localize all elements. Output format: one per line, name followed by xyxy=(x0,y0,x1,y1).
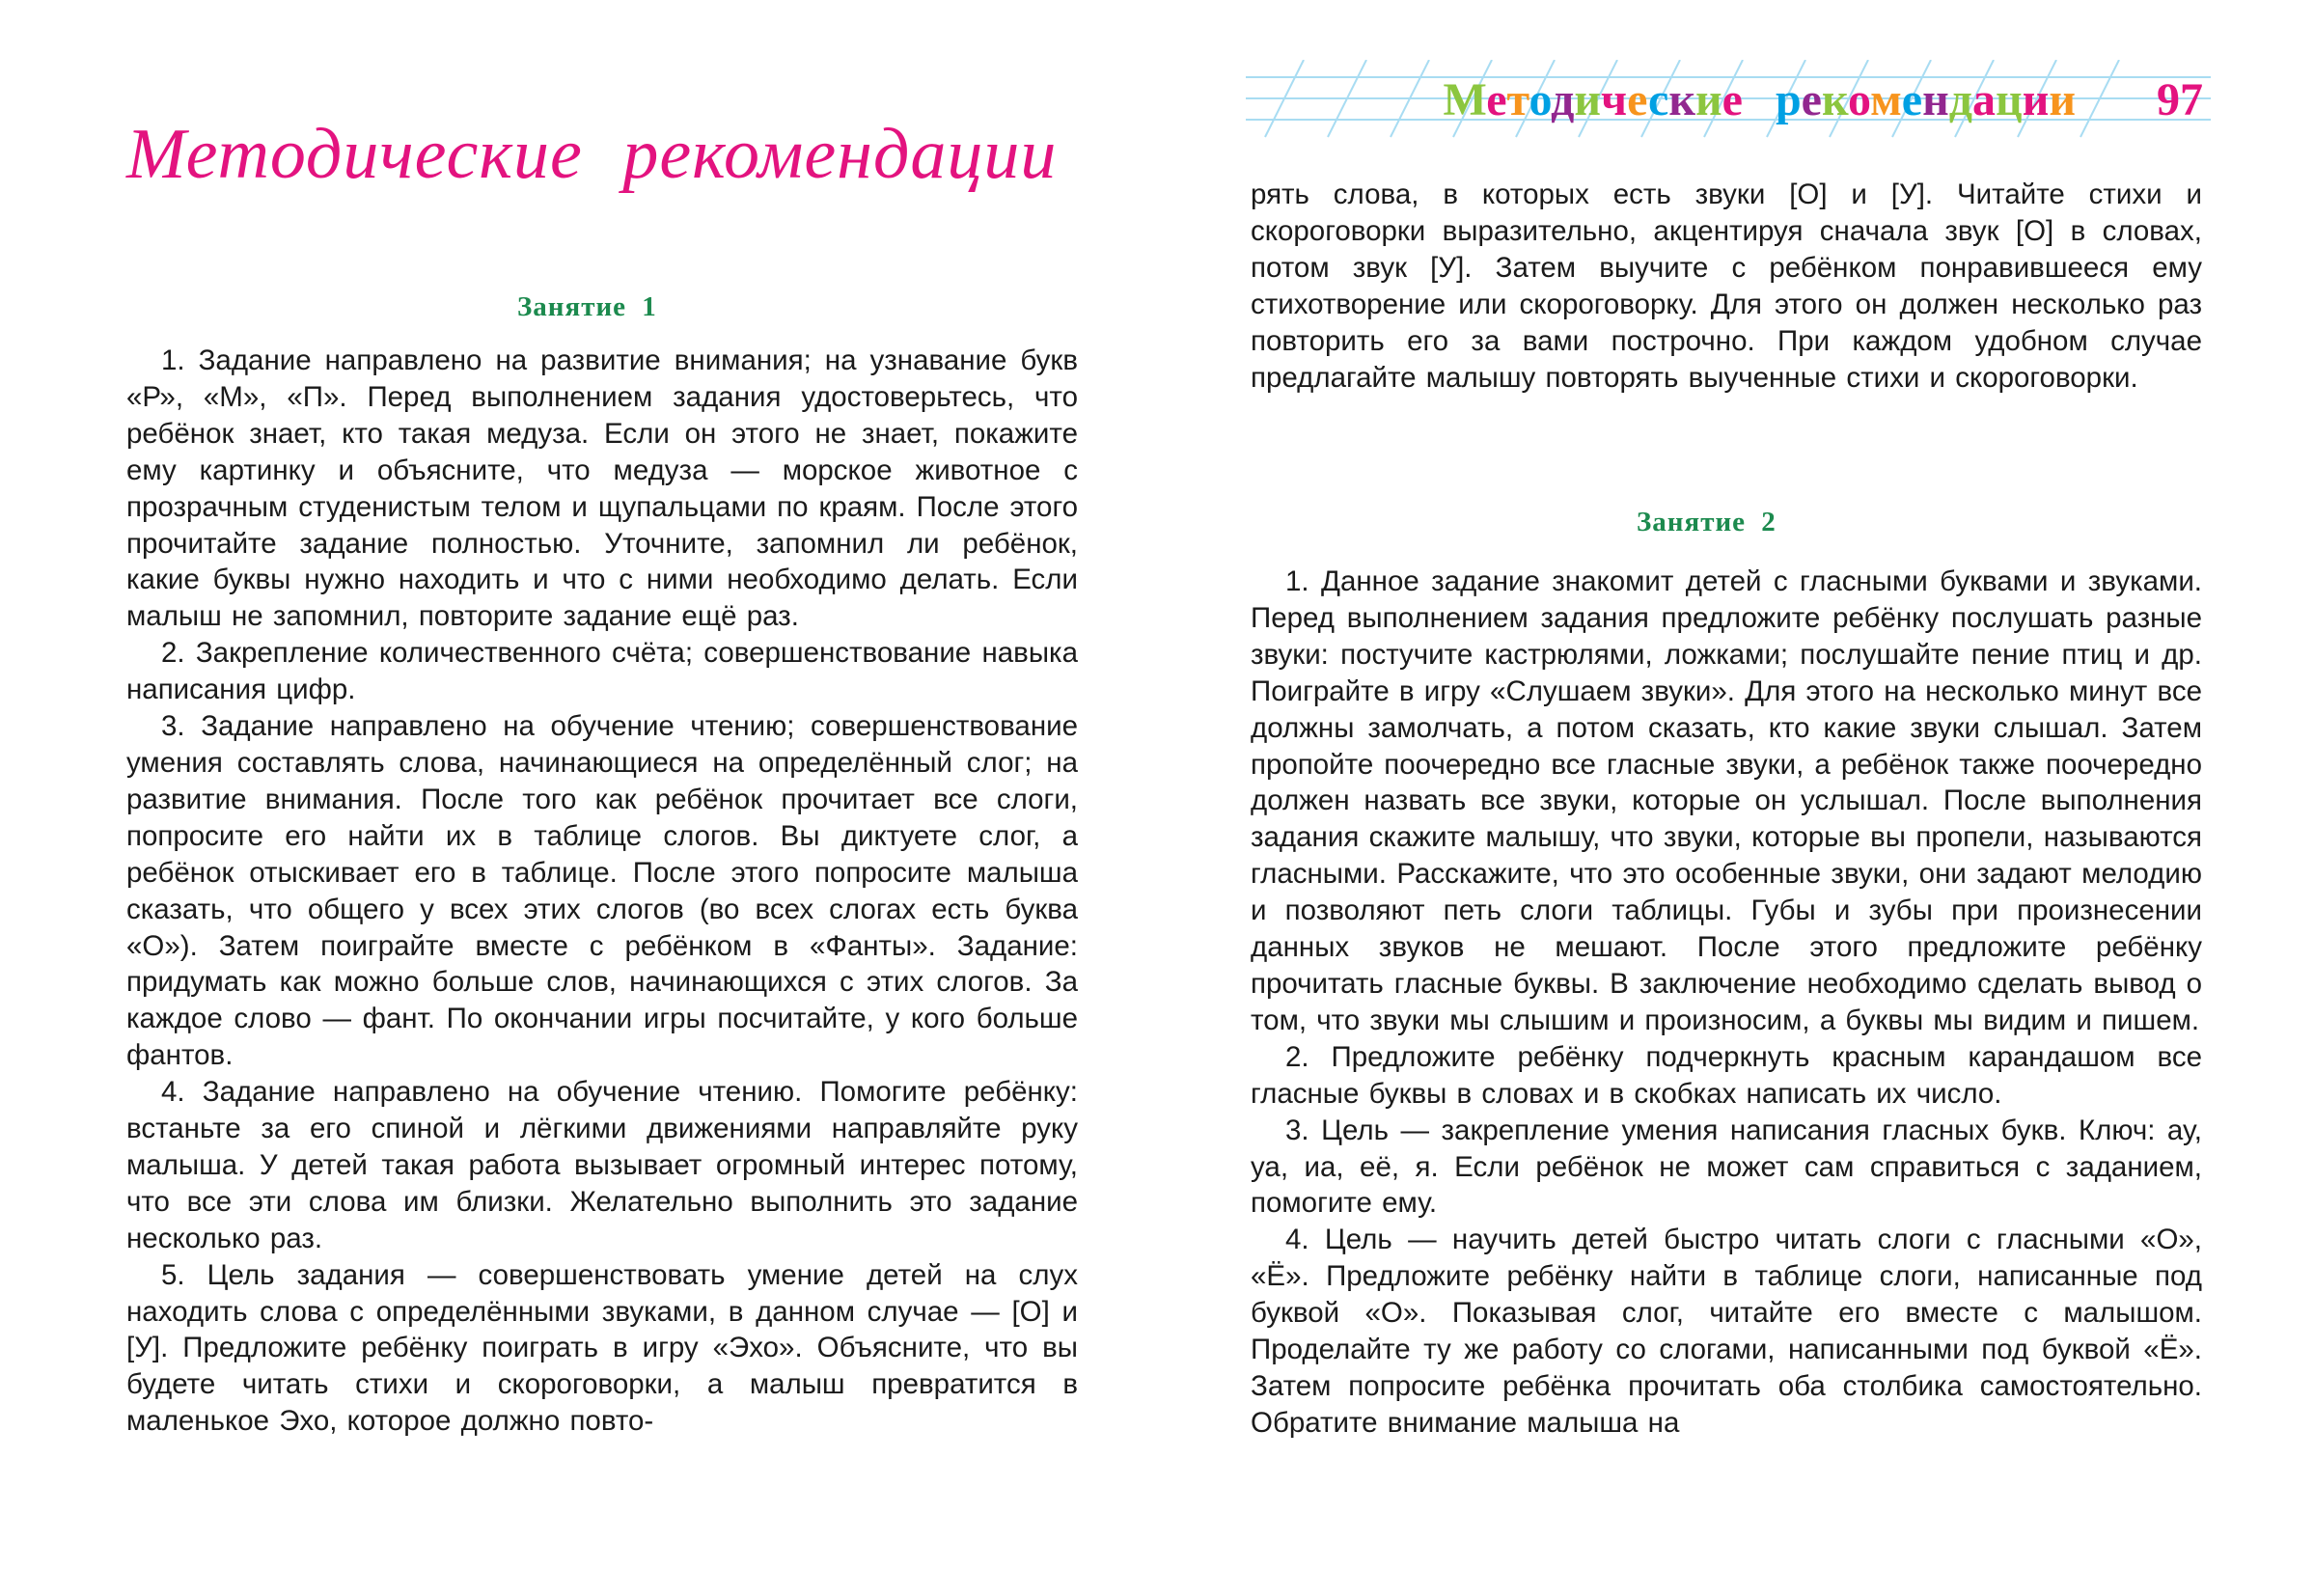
paragraph: 5. Цель задания — совершенствовать умение детей на слух находить слова с определёнными звуками, в данном случае — [О] и [У]. Предложите ребёнку поиграть в игру «Эхо». Объясните, что вы будете читать стихи и скороговорки, а малыш превратится в маленькое Эхо, которое должно повто- xyxy=(126,1258,1078,1438)
running-header-letter: М xyxy=(1443,74,1487,125)
paragraph: 3. Цель — закрепление умения написания гласных букв. Ключ: ау, уа, иа, её, я. Если ребёнок не может сам справиться с заданием, помогите ему. xyxy=(1251,1114,2202,1220)
paragraph: 4. Цель — научить детей быстро читать слоги с гласными «О», «Ё». Предложите ребёнку найти в таблице слоги, написанные под буквой «О». Показывая слог, читайте его вместе с малышом. Проделайте ту же работу со слогами, написанными под буквой «Ё». Затем попросите ребёнка прочитать оба столбика самостоятельно. Обратите внимание малыша на xyxy=(1251,1224,2202,1439)
lesson-2-heading: Занятие 2 xyxy=(1637,507,1777,537)
running-header-letter: и xyxy=(1574,74,1602,125)
running-header-letter: е xyxy=(1627,74,1648,125)
running-header-letter: с xyxy=(1648,74,1669,125)
running-header-letter: р xyxy=(1775,74,1802,125)
paragraph: 3. Задание направлено на обучение чтению; совершенствование умения составлять слова, начинающиеся на определённый слог; на развитие внимания. После того как ребёнок прочитает все слоги, попросите его найти их в таблице слогов. Вы диктуете слог, а ребёнок отыскивает его в таблице. После этого попросите малыша сказать, что общего у всех этих слогов (во всех слогах есть буква «О»). Затем поиграйте вместе с ребёнком в «Фанты». Задание: придумать как можно больше слов, начинающихся с этих слогов. За каждое слово — фант. По окончании игры посчитайте, у кого больше фантов. xyxy=(126,710,1078,1072)
running-header-letter: к xyxy=(1668,74,1695,125)
running-header-letter: е xyxy=(1722,74,1743,125)
running-header-letter: т xyxy=(1506,74,1529,125)
paragraph: 2. Предложите ребёнку подчеркнуть красным карандашом все гласные буквы в словах и в скобках написать их число. xyxy=(1251,1040,2202,1110)
running-header xyxy=(1246,60,2211,145)
running-header-letter: ч xyxy=(1601,74,1628,125)
running-header-letter: д xyxy=(1948,74,1973,125)
running-header-letter: и xyxy=(1694,74,1722,125)
lesson-1-text xyxy=(126,343,1078,1440)
lesson-1-heading: Занятие 1 xyxy=(517,291,657,322)
running-header-letter: м xyxy=(1870,74,1902,125)
running-header-letter: к xyxy=(1821,74,1848,125)
paragraph: рять слова, в которых есть звуки [О] и [У]. Читайте стихи и скороговорки выразительно, акцентируя сначала звук [О] в словах, потом звук [У]. Затем выучите с ребёнком понравившееся ему стихотворение или скороговорку. Для этого он должен несколько раз повторить его за вами построчно. При каждом удобном случае предлагайте малышу повторять выученные стихи и скороговорки. xyxy=(1251,179,2202,394)
running-header-letter: о xyxy=(1847,74,1871,125)
paragraph: 2. Закрепление количественного счёта; совершенствование навыка написания цифр. xyxy=(126,637,1078,706)
running-header-word-1 xyxy=(1444,74,1743,125)
running-header-letter: е xyxy=(1801,74,1822,125)
lesson-2-text xyxy=(1251,564,2202,1442)
running-header-letter: е xyxy=(1901,74,1923,125)
continuation-text xyxy=(1251,177,2202,396)
running-header-letter: и xyxy=(2022,74,2050,125)
running-header-letter: е xyxy=(1486,74,1507,125)
paragraph: 4. Задание направлено на обучение чтению. Помогите ребёнку: встаньте за его спиной и лёгкими движениями направляйте руку малыша. У детей такая работа вызывает огромный интерес потому, что все эти слова им близки. Желательно выполнить это задание несколько раз. xyxy=(126,1076,1078,1254)
running-header-letter: д xyxy=(1551,74,1575,125)
running-header-letter: и xyxy=(2049,74,2076,125)
running-header-letter: о xyxy=(1529,74,1552,125)
page-number: 97 xyxy=(2157,74,2203,125)
running-header-letter: н xyxy=(1922,74,1949,125)
running-header-word-2 xyxy=(1776,74,2076,125)
page-title: Методические рекомендации xyxy=(126,115,1058,194)
paragraph: 1. Задание направлено на развитие внимания; на узнавание букв «Р», «М», «П». Перед выполнением задания удостоверьтесь, что ребёнок знает, кто такая медуза. Если он этого не знает, покажите ему картинку и объясните, что медуза — морское животное с прозрачным студенистым телом и щупальцами по краям. После этого прочитайте задание полностью. Уточните, запомнил ли ребёнок, какие буквы нужно находить и что с ними необходимо делать. Если малыш не запомнил, повторите задание ещё раз. xyxy=(126,344,1078,633)
running-header-title xyxy=(1444,73,2076,126)
paragraph: 1. Данное задание знакомит детей с гласными буквами и звуками. Перед выполнением задания предложите ребёнку послушать разные звуки: постучите кастрюлями, ложками; послушайте пение птиц и др. Поиграйте в игру «Слушаем звуки». Для этого на несколько минут все должны замолчать, а потом сказать, кто какие звуки слышал. Затем пропойте поочередно все гласные звуки, а ребёнок также поочередно должен назвать все звуки, которые он услышал. После выполнения задания скажите малышу, что звуки, которые вы пропели, называются гласными. Расскажите, что это особенные звуки, они задают мелодию и позволяют петь слоги таблицы. Губы и зубы при произнесении данных звуков не мешают. После этого предложите ребёнку прочитать гласные буквы. В заключение необходимо сделать вывод о том, что звуки мы слышим и произносим, а буквы мы видим и пишем. xyxy=(1251,565,2202,1036)
right-page xyxy=(1157,0,2314,1596)
running-header-letter: ц xyxy=(1996,74,2023,125)
running-header-letter: а xyxy=(1972,74,1997,125)
